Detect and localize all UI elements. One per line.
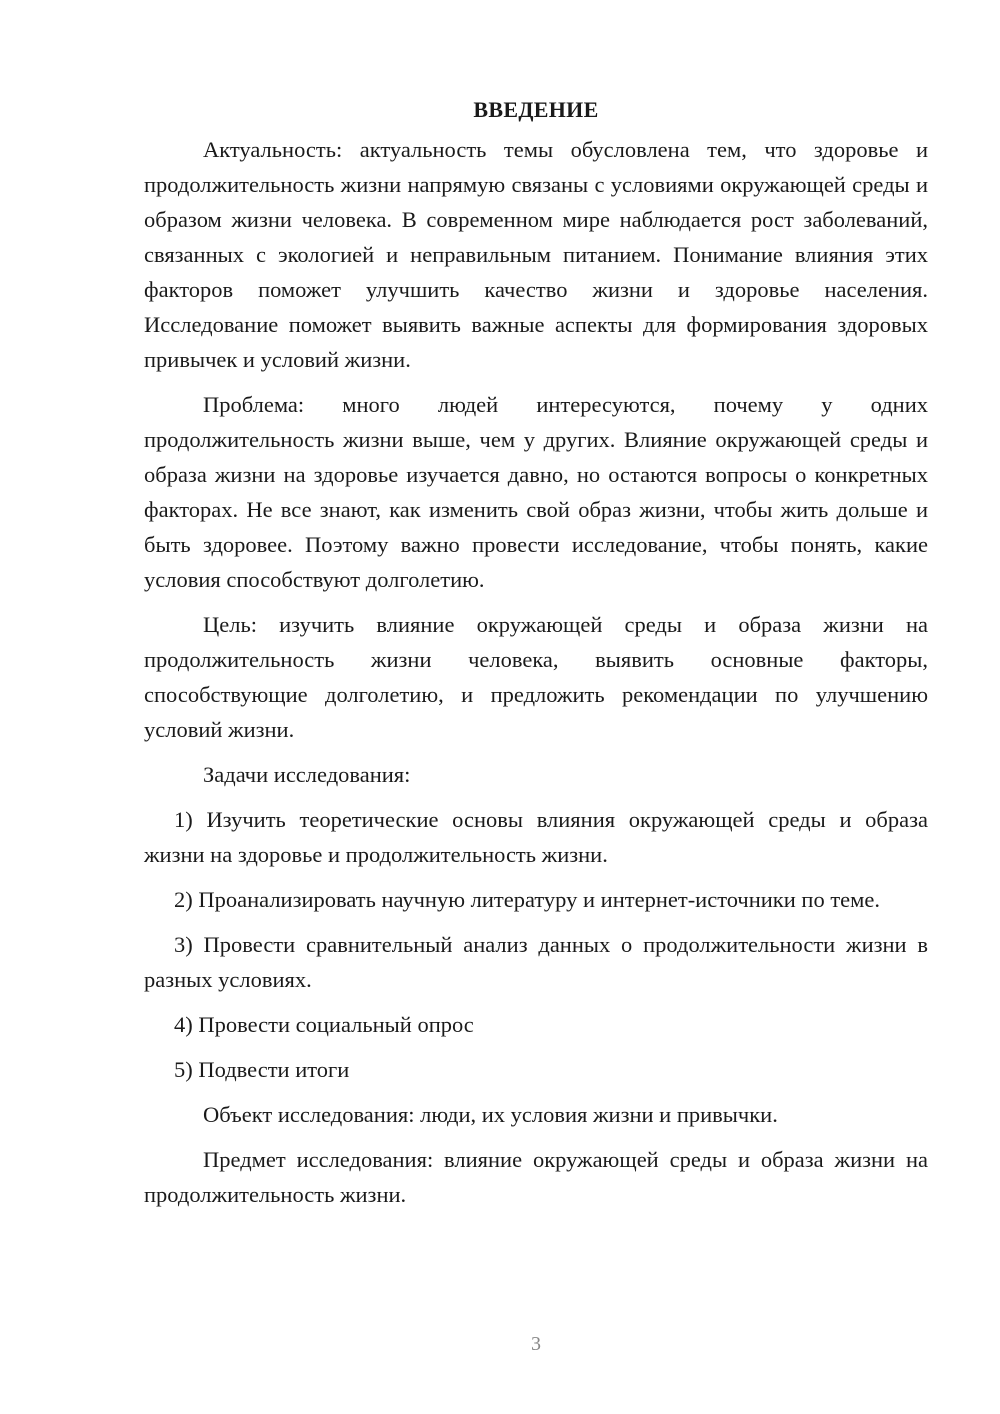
problem-paragraph: Проблема: много людей интересуются, почему у одних продолжительность жизни выше, чем у других. Влияние окружающей среды и образа жизни на здоровье изучается давно, но остаются вопросы о конкретных факторах. Не все знают, как изменить свой образ жизни, чтобы жить дольше и быть здоровее. Поэтому важно провести исследование, чтобы понять, какие условия способствуют долголетию. [144,392,928,592]
relevance-paragraph: Актуальность: актуальность темы обусловлена тем, что здоровье и продолжительность жизни напрямую связаны с условиями окружающей среды и образом жизни человека. В современном мире наблюдается рост заболеваний, связанных с экологией и неправильным питанием. Понимание влияния этих факторов поможет улучшить качество жизни и здоровье населения. Исследование поможет выявить важные аспекты для формирования здоровых привычек и условий жизни. [144,137,928,372]
tasks-list [144,802,928,1087]
task-item: 4) Провести социальный опрос [174,1012,474,1037]
page-number: 3 [531,1333,541,1355]
task-item: 2) Проанализировать научную литературу и интернет-источники по теме. [174,887,880,912]
tasks-heading: Задачи исследования: [203,762,411,787]
object-paragraph: Объект исследования: люди, их условия жизни и привычки. [203,1102,778,1127]
task-item: 5) Подвести итоги [174,1057,350,1082]
page-title: ВВЕДЕНИЕ [473,97,599,122]
task-item: 1) Изучить теоретические основы влияния окружающей среды и образа жизни на здоровье и продолжительность жизни. [144,807,928,867]
subject-paragraph: Предмет исследования: влияние окружающей среды и образа жизни на продолжительность жизни. [144,1147,928,1207]
goal-paragraph: Цель: изучить влияние окружающей среды и образа жизни на продолжительность жизни человека, выявить основные факторы, способствующие долголетию, и предложить рекомендации по улучшению условий жизни. [144,612,928,742]
page-content [144,92,928,1222]
task-item: 3) Провести сравнительный анализ данных о продолжительности жизни в разных условиях. [144,932,928,992]
